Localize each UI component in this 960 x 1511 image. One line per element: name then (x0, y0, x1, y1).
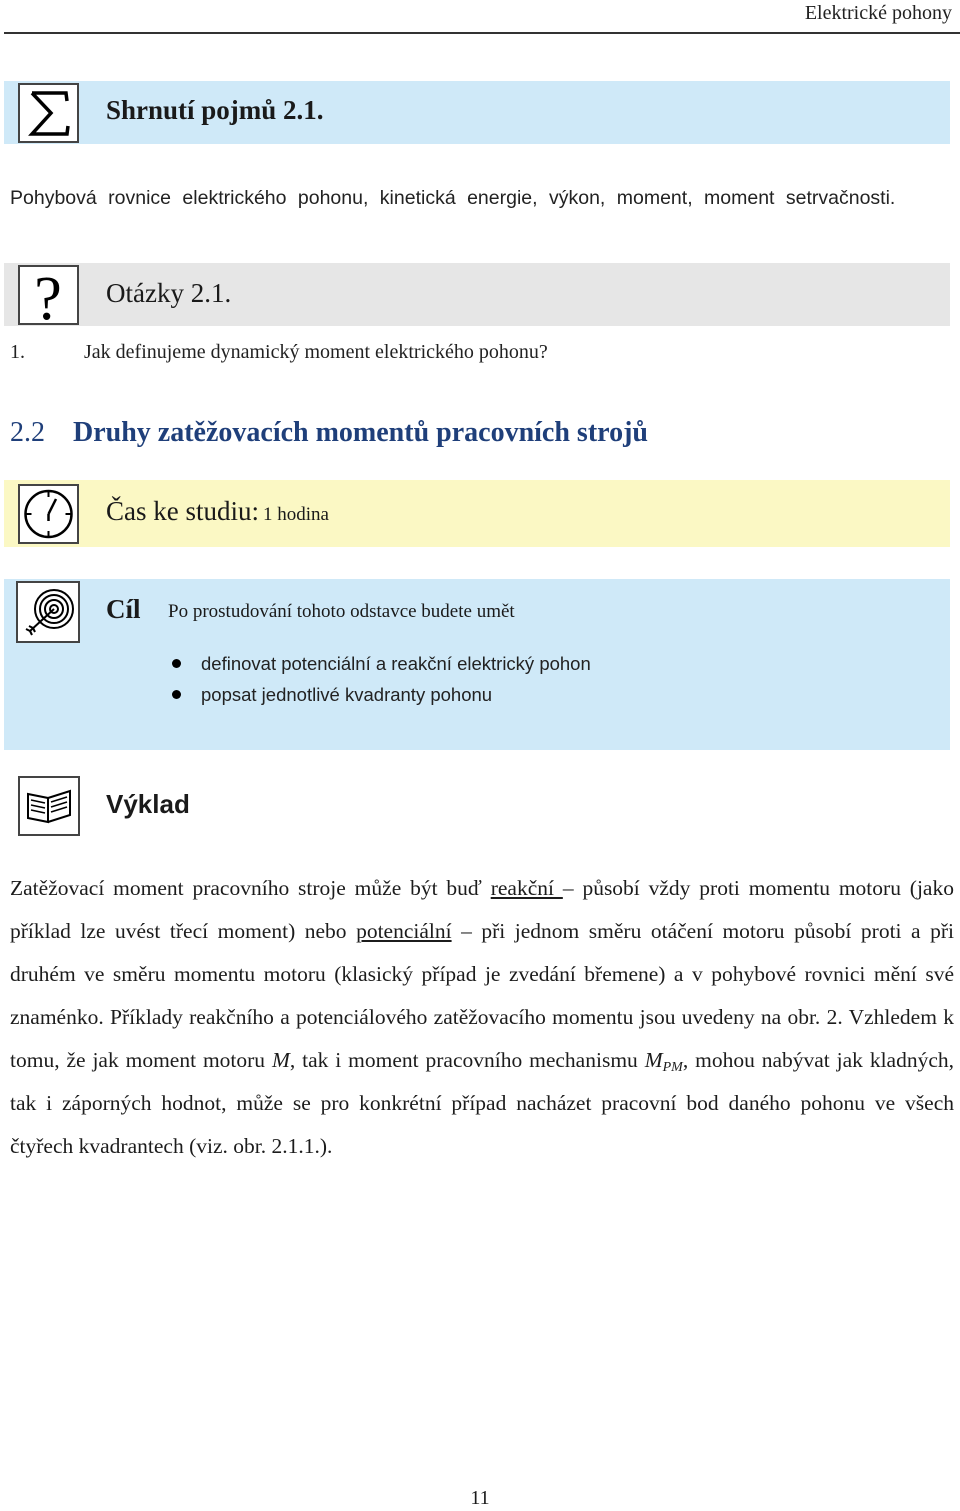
study-time (106, 496, 329, 527)
term-reactive: reakční (490, 875, 563, 900)
section-number: 2.2 (10, 417, 45, 448)
explanation-text-4: , tak i moment pracovního mechanismu (289, 1047, 645, 1072)
explanation-text-3: – při jednom směru otáčení motoru působí proti a při druhém ve směru momentu motoru (klasický případ je zvedání břemene) a v pohybové rovnici mění své znaménko. Příklady reakčního a potenciálového zatěžovacího momentu jsou uvedeny na obr. 2. Vzhledem k tomu, že jak moment motoru (10, 918, 954, 1072)
explanation-text-2: – působí vždy proti momentu motoru (jako příklad lze uvést třecí moment) nebo (10, 875, 954, 943)
goal-item: definovat potenciální a reakční elektrický pohon (201, 648, 591, 679)
explanation-text-1: Zatěžovací moment pracovního stroje může být buď (10, 875, 491, 900)
explanation-paragraph (10, 867, 954, 1168)
goal-item: popsat jednotlivé kvadranty pohonu (201, 679, 591, 710)
clock-icon (18, 484, 79, 544)
summary-title: Shrnutí pojmů 2.1. (106, 95, 324, 125)
goal-label: Cíl (106, 594, 141, 624)
explanation-title: Výklad (106, 789, 190, 819)
symbol-motor-torque: M (271, 1047, 290, 1072)
goal-intro: Po prostudování tohoto odstavce budete umět (168, 601, 515, 622)
question-mark-icon (18, 265, 79, 325)
study-time-value: 1 hodina (263, 504, 329, 525)
question-item (10, 341, 548, 364)
symbol-mechanism-torque (644, 1047, 683, 1075)
explanation-text-5: , mohou nabývat jak kladných, tak i záporných hodnot, může se pro konkrétní případ nacházet pracovní bod daného pohonu ve všech čtyřech kvadrantech (viz. obr. 2.1.1.). (10, 1047, 954, 1158)
sigma-icon (18, 83, 79, 143)
symbol-mechanism-torque-subscript: PM (662, 1059, 683, 1075)
summary-text: Pohybová rovnice elektrického pohonu, kinetická energie, výkon, moment, moment setrvačnosti. (10, 187, 896, 209)
running-title: Elektrické pohony (804, 2, 952, 24)
study-time-label: Čas ke studiu: (106, 496, 259, 526)
svg-text:?: ? (34, 267, 62, 323)
open-book-icon (18, 776, 80, 836)
section-heading (10, 417, 648, 449)
page-number: 11 (470, 1487, 490, 1509)
questions-title: Otázky 2.1. (106, 278, 232, 308)
header-rule (4, 32, 960, 34)
section-title: Druhy zatěžovacích momentů pracovních strojů (73, 417, 648, 448)
symbol-mechanism-torque-base: M (644, 1047, 663, 1072)
question-text: Jak definujeme dynamický moment elektrického pohonu? (84, 341, 548, 363)
goal-list (201, 648, 591, 710)
target-icon (16, 581, 80, 643)
question-number: 1. (10, 341, 25, 363)
term-potential: potenciální (356, 918, 452, 943)
